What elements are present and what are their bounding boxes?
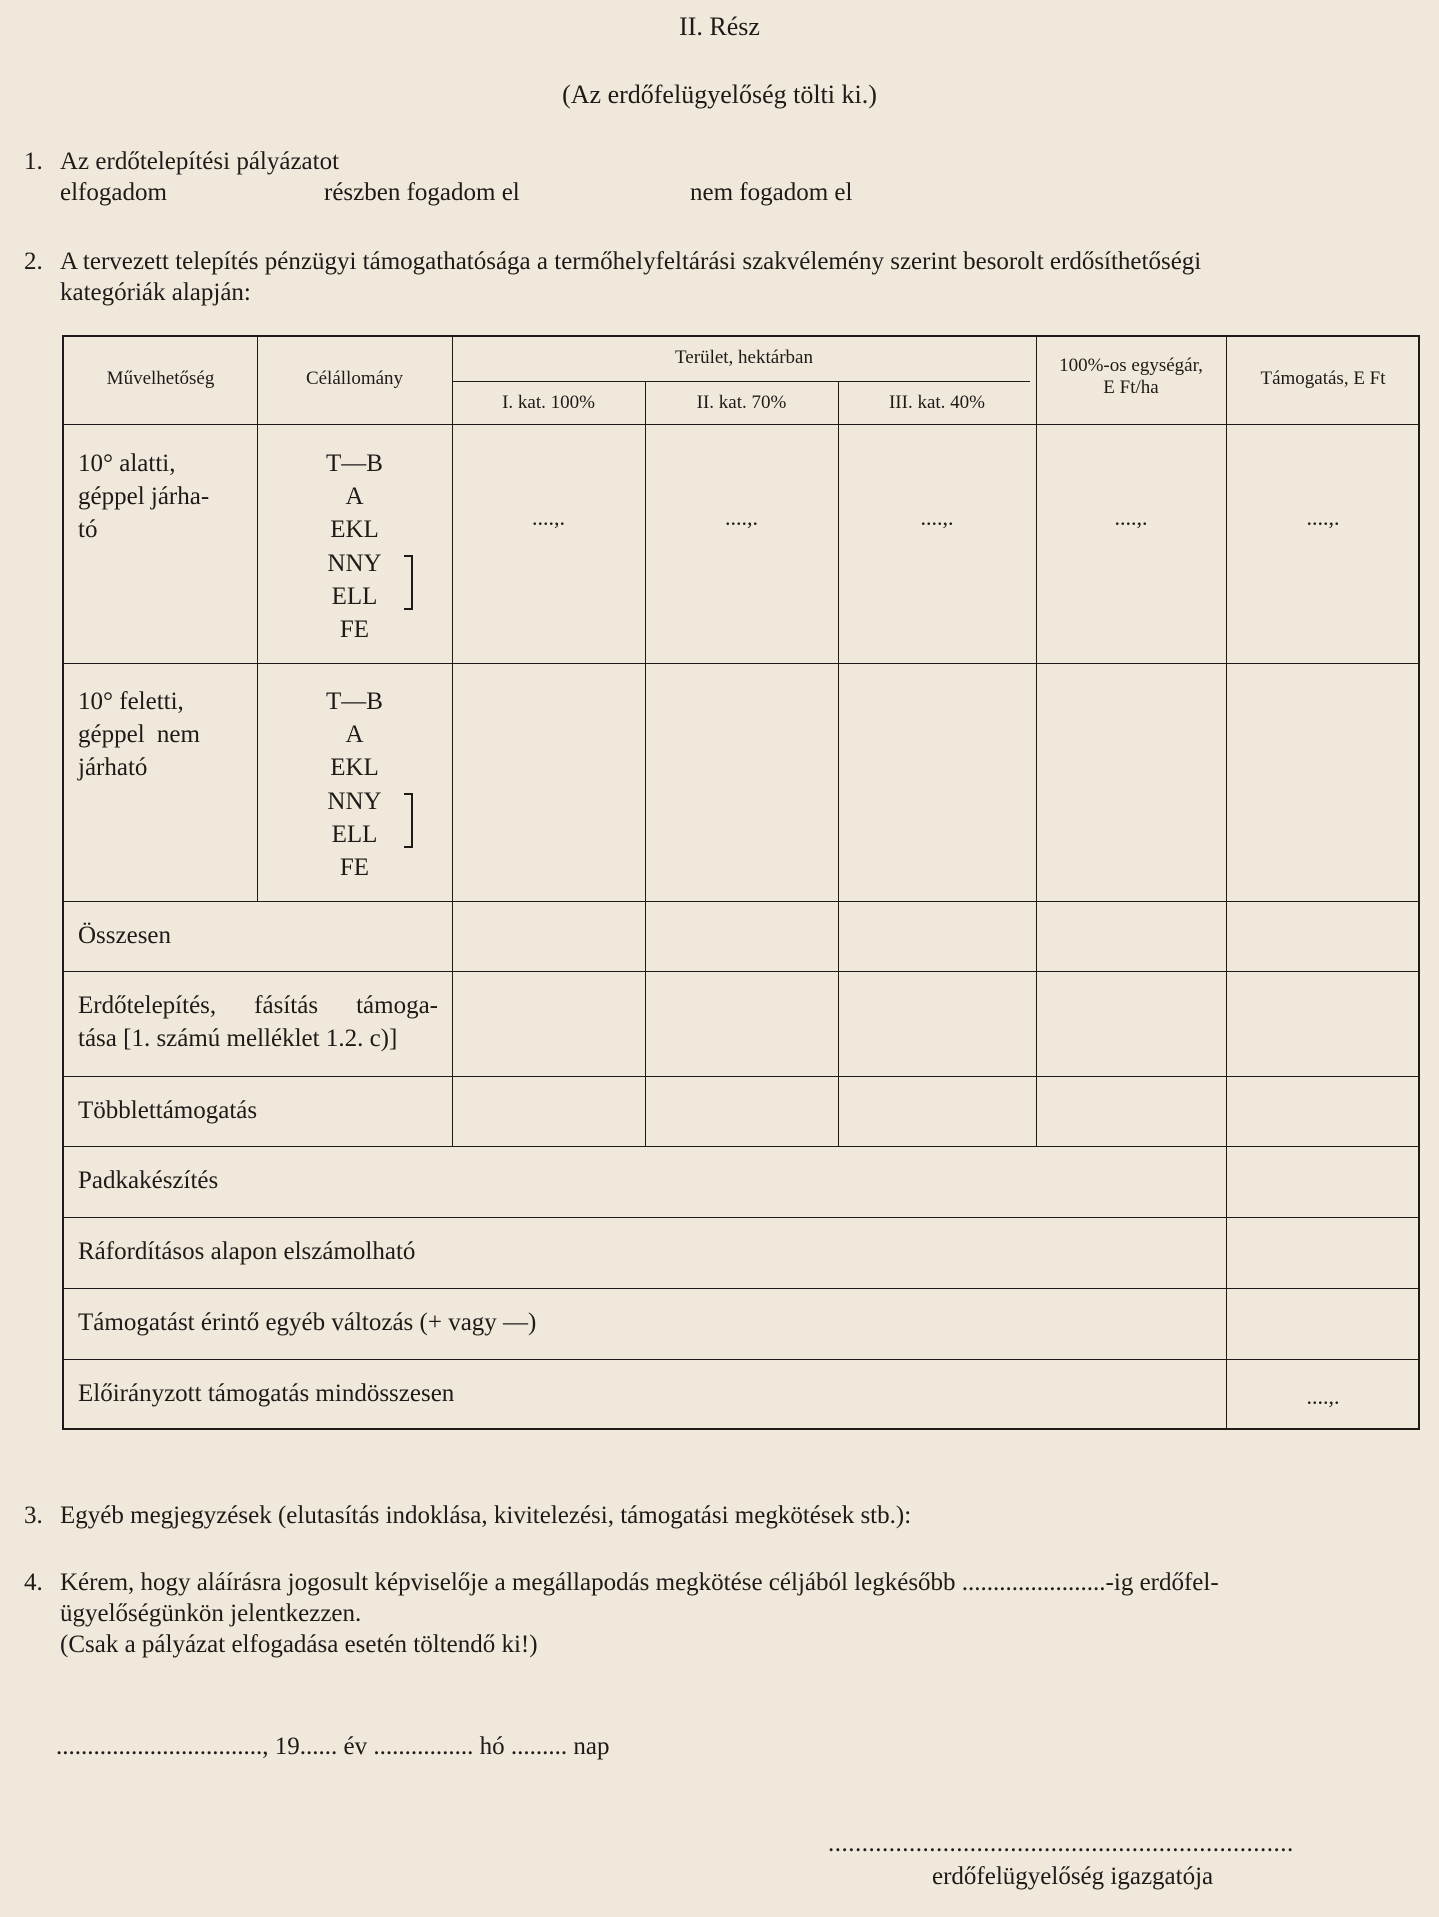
section2-line2: kategóriák alapján:: [60, 279, 251, 306]
page-subtitle: (Az erdőfelügyelőség tölti ki.): [562, 80, 877, 109]
row-line-total: [64, 901, 1420, 902]
col-line-2: [452, 337, 453, 1146]
header-cat2: II. kat. 70%: [696, 392, 787, 413]
group2-code-fe: FE: [339, 854, 370, 881]
row-terracing-label: Padkakészítés: [78, 1167, 219, 1194]
option-reject: nem fogadom el: [690, 179, 853, 206]
date-line: ................................., 19...... év ................ hó ......... nap: [56, 1733, 610, 1760]
group1-code-fe: FE: [339, 616, 370, 643]
section1-text: Az erdőtelepítési pályázatot: [60, 148, 340, 175]
section1-number: 1.: [24, 148, 43, 175]
row-afforestation-label-1: Erdőtelepítés, fásítás támoga-: [78, 992, 438, 1019]
header-target-stand: Célállomány: [305, 368, 404, 389]
group2-code-a: A: [345, 721, 364, 748]
group1-label-3: tó: [78, 516, 98, 543]
row-grandtotal-label: Előirányzott támogatás mindösszesen: [78, 1380, 455, 1407]
section4-line3: (Csak a pályázat elfogadása esetén töltendő ki!): [60, 1631, 538, 1658]
group1-cat3-dots: ....,.: [920, 505, 954, 530]
group1-cat1-dots: ....,.: [532, 505, 565, 530]
section4-line2: ügyelőségünkön jelentkezzen.: [60, 1600, 362, 1627]
row-line-other: [64, 1288, 1420, 1289]
group1-unitprice-dots: ....,.: [1114, 505, 1148, 530]
group1-cat2-dots: ....,.: [725, 505, 758, 530]
option-accept: elfogadom: [60, 179, 167, 206]
group1-code-tb: T—B: [326, 450, 383, 477]
header-unit-price-2: E Ft/ha: [1103, 377, 1159, 398]
col-line-6: [1226, 337, 1227, 1430]
option-partial: részben fogadom el: [324, 179, 520, 206]
section2-number: 2.: [24, 248, 43, 275]
group-divider: [64, 663, 1420, 664]
row-line-extra: [64, 1076, 1420, 1077]
header-bottom-line: [64, 424, 1420, 425]
row-line-afforest: [64, 971, 1420, 972]
col-line-5: [1036, 337, 1037, 1146]
section4-line1: Kérem, hogy aláírásra jogosult képviselője a megállapodás megkötése céljából legkésőbb .......................-ig erdőfel-: [60, 1569, 1219, 1596]
group1-support-dots: ....,.: [1306, 505, 1340, 530]
section4-number: 4.: [24, 1569, 43, 1596]
row-total-label: Összesen: [78, 922, 172, 949]
header-support: Támogatás, E Ft: [1260, 368, 1386, 389]
header-cat3: III. kat. 40%: [888, 392, 986, 413]
signature-dots: .....................................................................: [828, 1830, 1294, 1857]
group1-label-1: 10° alatti,: [78, 450, 176, 477]
header-subdivider: [452, 381, 1030, 382]
section3-text: Egyéb megjegyzések (elutasítás indoklása, kivitelezési, támogatási megkötések stb.):: [60, 1502, 912, 1529]
support-table: [62, 335, 1420, 1430]
group2-label-2: géppel nem: [78, 721, 200, 748]
row-line-grandtotal: [64, 1359, 1420, 1360]
row-line-costbased: [64, 1217, 1420, 1218]
section2-line1: A tervezett telepítés pénzügyi támogathatósága a termőhelyfeltárási szakvélemény szerint besorolt erdősíthetőségi: [60, 248, 1202, 275]
group1-code-a: A: [345, 483, 364, 510]
signature-label: erdőfelügyelőség igazgatója: [932, 1863, 1214, 1890]
col-line-4: [838, 381, 839, 1146]
header-unit-price-1: 100%-os egységár,: [1059, 355, 1203, 376]
group2-label-3: járható: [78, 754, 148, 781]
group2-code-ell: ELL: [331, 821, 378, 848]
col-line-3: [645, 381, 646, 1146]
group2-bracket: [404, 793, 413, 848]
row-grandtotal-value: ....,.: [1306, 1384, 1340, 1409]
group1-code-nny: NNY: [327, 550, 382, 577]
row-otherchange-label: Támogatást érintő egyéb változás (+ vagy —): [78, 1309, 537, 1336]
group1-bracket: [404, 555, 413, 610]
row-line-terracing: [64, 1146, 1420, 1147]
group1-code-ell: ELL: [331, 583, 378, 610]
row-extra-label: Többlettámogatás: [78, 1097, 258, 1124]
group2-code-nny: NNY: [327, 788, 382, 815]
header-area: Terület, hektárban: [675, 347, 813, 368]
group2-code-ekl: EKL: [330, 754, 379, 781]
group2-label-1: 10° feletti,: [78, 688, 184, 715]
group1-code-ekl: EKL: [330, 516, 379, 543]
section3-number: 3.: [24, 1502, 43, 1529]
row-afforestation-label-2: tása [1. számú melléklet 1.2. c)]: [78, 1025, 398, 1052]
header-cat1: I. kat. 100%: [502, 392, 595, 413]
group1-label-2: géppel járha-: [78, 483, 210, 510]
page-title: II. Rész: [679, 12, 760, 41]
header-cultivability: Művelhetőség: [106, 368, 215, 389]
row-costbased-label: Ráfordításos alapon elszámolható: [78, 1238, 416, 1265]
group2-code-tb: T—B: [326, 688, 383, 715]
